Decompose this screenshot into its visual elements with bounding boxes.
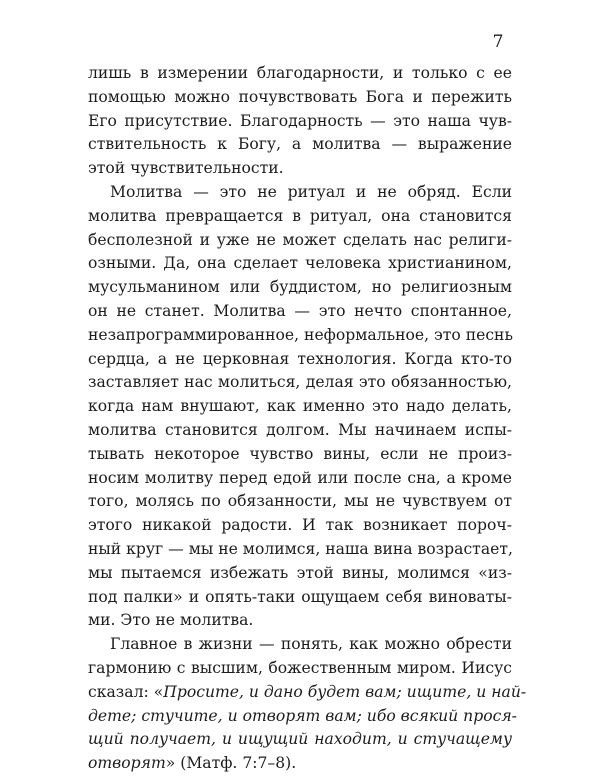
body-text: [88, 62, 527, 776]
text-line: тывать некоторое чувство вины, если не произ-: [88, 444, 512, 463]
text-line: ми. Это не молитва.: [88, 611, 254, 630]
text-line: того, молясь по обязанности, мы не чувствуем от: [88, 492, 512, 511]
text-line: молитва превращается в ритуал, она становится: [88, 206, 512, 225]
text-line: мусульманином или буддистом, но религиозным: [88, 278, 512, 297]
text-line: бесполезной и уже не может сделать нас религи-: [88, 230, 512, 249]
text-line: молитва становится долгом. Мы начинаем испы-: [88, 420, 512, 439]
quote-line: [88, 728, 512, 752]
quote-line: [88, 752, 512, 776]
text-line: носим молитву перед едой или после сна, а кроме: [88, 468, 512, 487]
text-line: лишь в измерении благодарности, и только с ее: [88, 64, 512, 82]
text-line: он не станет. Молитва — это нечто спонтанное,: [88, 301, 512, 320]
text-line: этого никакой радости. И так возникает пороч-: [88, 516, 512, 535]
text-line: под палки» и опять-таки ощущаем себя виноваты-: [88, 587, 512, 606]
text-line: ный круг — мы не молимся, наша вина возрастает,: [88, 539, 513, 558]
quote-italic: дете; стучите, и отворят вам; ибо всякий прося-: [88, 706, 517, 725]
text-line: заставляет нас молиться, делая это обязанностью,: [88, 373, 512, 392]
text-line: Молитва — это не ритуал и не обряд. Если: [110, 182, 512, 201]
text-line: мы пытаемся избежать этой вины, молимся «из-: [88, 563, 512, 582]
quote-prefix: сказал: «: [88, 682, 164, 701]
text-line: помощью можно почувствовать Бога и пережить: [88, 87, 512, 106]
text-line: гармонию с высшим, божественным миром. Иисус: [88, 658, 512, 677]
quote-italic: отворят: [88, 754, 166, 773]
text-line: этой чувствительности.: [88, 159, 284, 178]
quote-suffix: » (Матф. 7:7–8).: [165, 754, 297, 773]
quote-line: [88, 681, 527, 705]
quote-line: [88, 705, 517, 729]
text-line: Главное в жизни — понять, как можно обрести: [110, 635, 512, 654]
quote-italic: Просите, и дано будет вам; ищите, и най-: [163, 682, 527, 701]
text-line: Его присутствие. Благодарность — это наша чув-: [88, 111, 512, 130]
quote-italic: щий получает, и ищущий находит, и стучащему: [88, 730, 512, 749]
text-line: озными. Да, она сделает человека христианином,: [88, 254, 512, 273]
page-number: 7: [492, 32, 504, 52]
text-line: ствительность к Богу, а молитва — выражение: [88, 135, 512, 154]
text-line: незапрограммированное, неформальное, это песнь: [88, 325, 513, 344]
text-line: сердца, а не церковная технология. Когда кто-то: [88, 349, 512, 368]
text-line: когда нам внушают, как именно это надо делать,: [88, 397, 512, 416]
